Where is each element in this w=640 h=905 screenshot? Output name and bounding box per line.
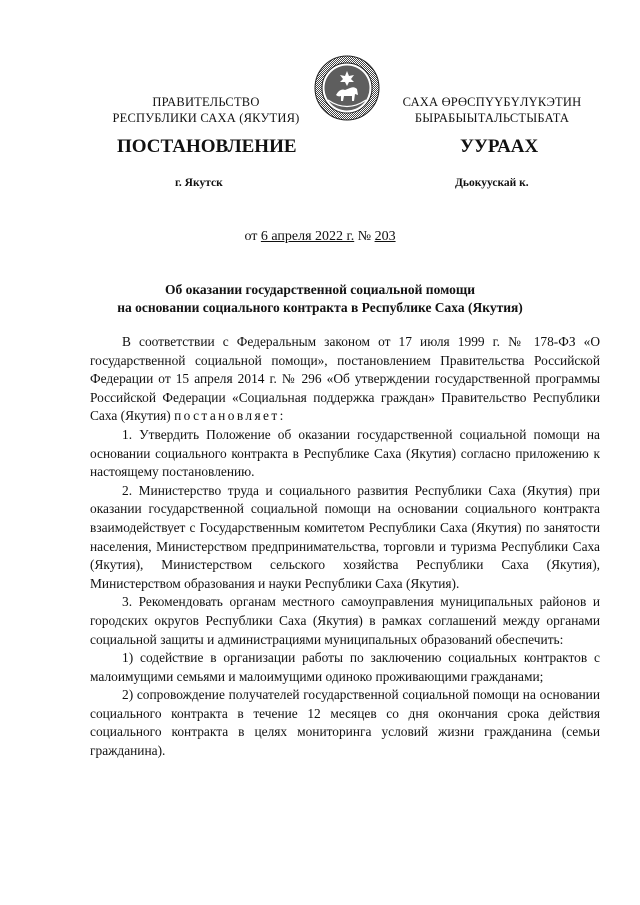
clause-2: 2. Министерство труда и социального развития Республики Саха (Якутия) при оказании государственной социальной помощи на основании социального контракта взаимодействует с Государственным комитетом Республики Саха (Якутия) по занятости населения, Министерством предпринимательства, торговли и туризма Республики Саха (Якутия), Министерством сельского хозяйства Республики Саха (Якутия), Министерством образования и науки Республики Саха (Якутия).	[90, 482, 600, 591]
clause-3-item-2: 2) сопровождение получателей государственной социальной помощи на основании социального контракта в течение 12 месяцев со дня окончания срока действия социального контракта в целях мониторинга условий жизни гражданина (семьи гражданина).	[90, 687, 600, 759]
title-line: Об оказании государственной социальной помощи	[164, 282, 476, 297]
doc-type-sakha: УУРААХ	[460, 136, 539, 157]
header-government-ru	[96, 94, 316, 126]
document-date: 6 апреля 2022 г.	[260, 229, 355, 244]
header-line: РЕСПУБЛИКИ САХА (ЯКУТИЯ)	[112, 111, 300, 125]
clause-3-item-1: 1) содействие в организации работы по заключению социальных контрактов с малоимущими семьями и малоимущими одиноко проживающими гражданами;	[90, 650, 600, 684]
date-number-line	[0, 229, 640, 245]
resolves-word: постановляет:	[174, 408, 286, 424]
header-line: САХА ӨРӨСПҮҮБҮЛҮКЭТИН	[402, 95, 582, 109]
header-line: БЫРАБЫЫТАЛЬСТЫБАТА	[414, 111, 570, 125]
intro-paragraph	[90, 333, 600, 426]
header-government-sakha	[382, 94, 602, 126]
date-prefix: от	[244, 229, 261, 244]
clause-3: 3. Рекомендовать органам местного самоуправления муниципальных районов и городских округов Республики Саха (Якутия) в рамках соглашений между органами социальной защиты и администрациями муниципальных образований обеспечить:	[90, 594, 600, 647]
header-line: ПРАВИТЕЛЬСТВО	[152, 95, 260, 109]
title-line: на основании социального контракта в Республике Саха (Якутия)	[117, 300, 523, 315]
city-ru: г. Якутск	[175, 177, 223, 189]
clause-1: 1. Утвердить Положение об оказании государственной социальной помощи на основании социального контракта в Республике Саха (Якутия) согласно приложению к настоящему постановлению.	[90, 426, 600, 480]
document-body	[90, 333, 600, 761]
coat-of-arms-icon	[314, 55, 380, 121]
number-prefix: №	[354, 229, 375, 244]
doc-type-ru: ПОСТАНОВЛЕНИЕ	[117, 136, 297, 157]
document-title	[0, 281, 640, 317]
intro-text: В соответствии с Федеральным законом от 17 июля 1999 г. № 178-ФЗ «О государственной социальной помощи», постановлением Правительства Российской Федерации от 15 апреля 2014 г. № 296 «Об утверждении государственной программы Российской Федерации «Социальная поддержка граждан» Правительство Республики Саха (Якутия)	[90, 334, 600, 424]
city-sakha: Дьокуускай к.	[455, 177, 529, 189]
document-number: 203	[374, 229, 396, 244]
